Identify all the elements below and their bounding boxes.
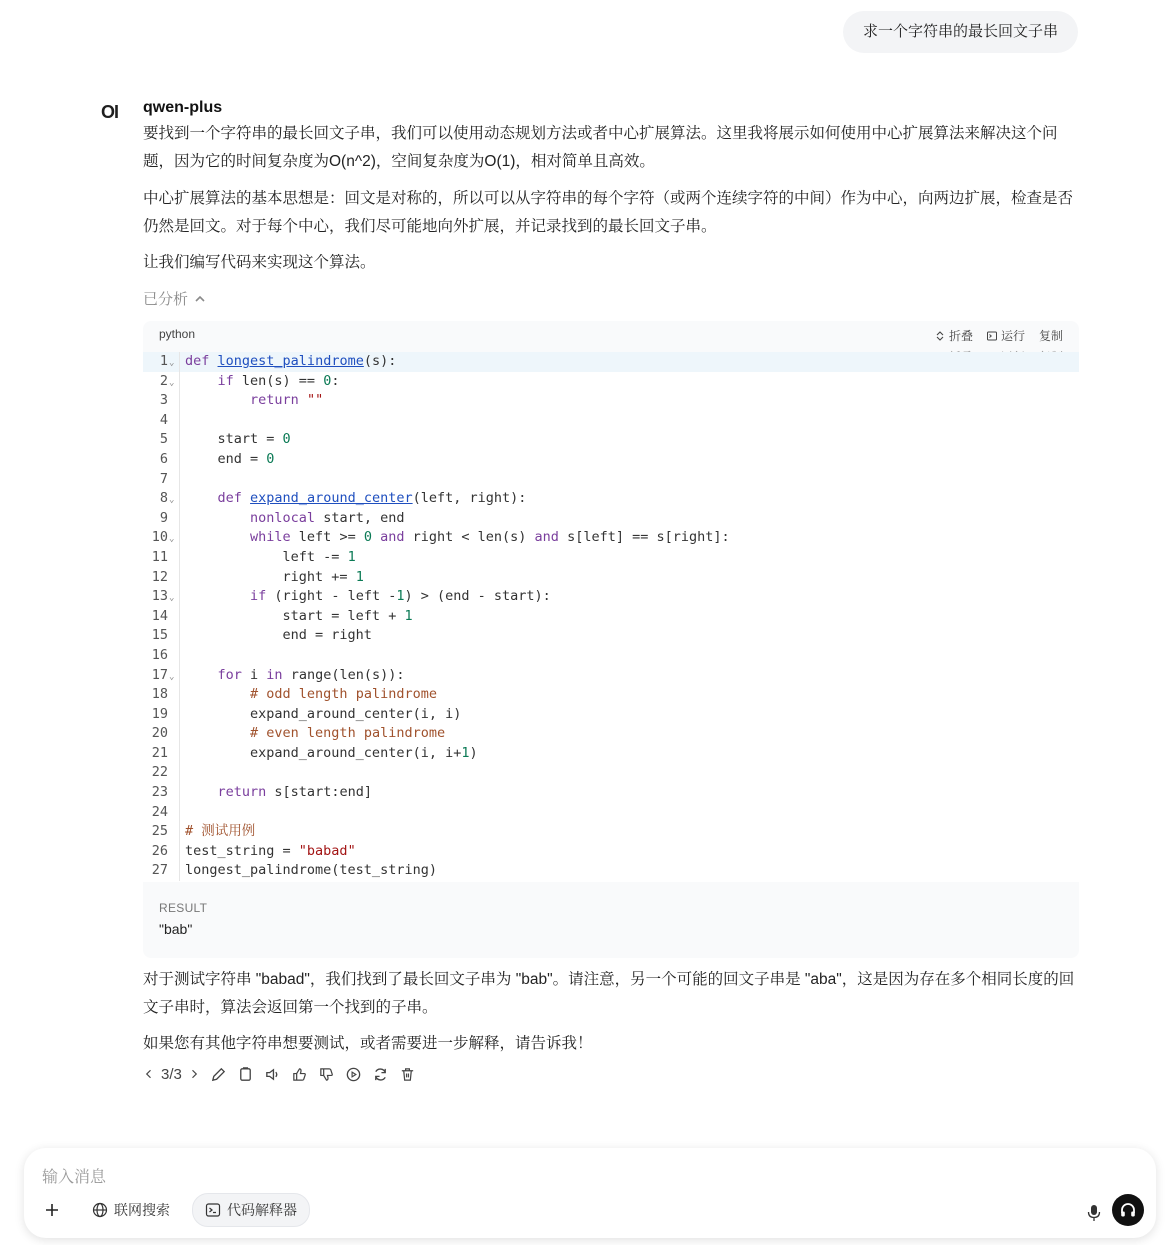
code-text: expand_around_center(i, i+1) xyxy=(185,744,478,761)
speaker-icon[interactable] xyxy=(264,1066,281,1083)
assistant-paragraph-1: 要找到一个字符串的最长回文子串，我们可以使用动态规划方法或者中心扩展算法。这里我将展示如何使用中心扩展算法来解决这个问题，因为它的时间复杂度为O(n^2)，空间复杂度为O(1)，相对简单且高效。 xyxy=(143,125,1058,170)
code-line xyxy=(143,528,1079,548)
copy-icon[interactable] xyxy=(237,1066,254,1083)
line-number: 1⌄ xyxy=(143,352,180,372)
copy-button[interactable] xyxy=(1039,327,1063,344)
fold-icon xyxy=(935,331,945,341)
fold-chevron-icon[interactable]: ⌄ xyxy=(169,534,175,545)
line-number: 27 xyxy=(143,861,180,881)
code-line xyxy=(143,861,1079,881)
assistant-paragraph-2: 中心扩展算法的基本思想是：回文是对称的，所以可以从字符串的每个字符（或两个连续字符的中间）作为中心，向两边扩展，检查是否仍然是回文。对于每个中心，我们尽可能地向外扩展，并记录找到的最长回文子串。 xyxy=(143,190,1074,235)
code-line xyxy=(143,685,1079,705)
code-text: end = 0 xyxy=(185,450,275,467)
code-text: # odd length palindrome xyxy=(250,686,437,703)
line-number: 10⌄ xyxy=(143,528,180,548)
voice-chat-button[interactable] xyxy=(1112,1194,1144,1226)
mic-icon xyxy=(1086,1204,1102,1222)
code-line xyxy=(143,724,1079,744)
terminal-icon xyxy=(205,1202,221,1218)
run-label: 运行 xyxy=(1000,329,1025,343)
code-block xyxy=(143,321,1079,958)
line-number: 2⌄ xyxy=(143,372,180,392)
code-line xyxy=(143,470,1079,490)
assistant-paragraph-5: 如果您有其他字符串想要测试，或者需要进一步解释，请告诉我！ xyxy=(143,1035,593,1052)
code-text: expand_around_center(i, i) xyxy=(185,705,462,722)
fold-chevron-icon[interactable]: ⌄ xyxy=(169,358,175,368)
code-text: while left >= 0 and right < len(s) and s[left] == s[right]: xyxy=(250,529,730,546)
code-interpreter-toggle[interactable] xyxy=(192,1193,310,1227)
copy-label: 复制 xyxy=(1038,329,1063,343)
code-line xyxy=(143,430,1079,450)
message-composer xyxy=(24,1148,1156,1238)
code-text: for i in range(len(s)): xyxy=(217,666,405,683)
line-number: 13⌄ xyxy=(143,587,180,607)
line-number: 21 xyxy=(143,744,180,764)
code-line xyxy=(143,607,1079,627)
fold-chevron-icon[interactable]: ⌄ xyxy=(169,593,175,604)
pager-label: 3/3 xyxy=(161,1065,182,1083)
code-text: longest_palindrome(test_string) xyxy=(185,862,437,879)
code-text: return s[start:end] xyxy=(217,784,372,801)
code-text: nonlocal start, end xyxy=(250,509,405,526)
code-text: def longest_palindrome(s): xyxy=(185,353,397,369)
code-text: right += 1 xyxy=(185,568,364,585)
line-number: 22 xyxy=(143,763,180,783)
code-text: return "" xyxy=(250,392,324,409)
line-number: 19 xyxy=(143,705,180,725)
line-number: 25 xyxy=(143,822,180,842)
code-line xyxy=(143,372,1079,392)
code-line xyxy=(143,450,1079,470)
code-line xyxy=(143,803,1079,823)
fold-chevron-icon[interactable]: ⌄ xyxy=(169,495,175,506)
chevron-right-icon[interactable] xyxy=(188,1067,200,1081)
chevron-up-icon xyxy=(194,293,206,305)
line-number: 26 xyxy=(143,842,180,862)
line-number: 17⌄ xyxy=(143,666,180,686)
line-number: 23 xyxy=(143,783,180,803)
line-number: 9 xyxy=(143,509,180,529)
line-number: 18 xyxy=(143,685,180,705)
analyzed-label: 已分析 xyxy=(143,291,189,308)
code-line xyxy=(143,666,1079,686)
message-actions xyxy=(143,1062,416,1086)
chevron-left-icon[interactable] xyxy=(143,1067,155,1081)
fold-label: 折叠 xyxy=(948,329,973,343)
web-search-label: 联网搜索 xyxy=(114,1202,170,1218)
fold-chevron-icon[interactable]: ⌄ xyxy=(169,671,175,682)
edit-icon[interactable] xyxy=(210,1066,227,1083)
code-text: if (right - left -1) > (end - start): xyxy=(250,588,551,605)
code-line xyxy=(143,587,1079,607)
run-icon xyxy=(987,331,997,341)
line-number: 4 xyxy=(143,411,180,431)
assistant-paragraph-3: 让我们编写代码来实现这个算法。 xyxy=(143,254,376,271)
fold-button[interactable] xyxy=(935,327,973,344)
code-result xyxy=(159,901,207,937)
code-line xyxy=(143,822,1079,842)
line-number: 3 xyxy=(143,391,180,411)
code-line xyxy=(143,411,1079,431)
code-line xyxy=(143,744,1079,764)
line-number: 20 xyxy=(143,724,180,744)
message-input[interactable]: 输入消息 xyxy=(42,1169,107,1186)
plus-icon xyxy=(45,1203,59,1217)
code-line xyxy=(143,646,1079,666)
code-text: # even length palindrome xyxy=(250,725,446,742)
line-number: 16 xyxy=(143,646,180,666)
code-text: if len(s) == 0: xyxy=(217,372,340,389)
web-search-toggle[interactable] xyxy=(80,1194,182,1226)
code-text: end = right xyxy=(185,627,372,644)
code-interpreter-label: 代码解释器 xyxy=(227,1202,297,1218)
code-line xyxy=(143,391,1079,411)
regenerate-icon[interactable] xyxy=(372,1066,389,1083)
line-number: 12 xyxy=(143,568,180,588)
code-text: test_string = "babad" xyxy=(185,842,356,859)
code-line xyxy=(143,842,1079,862)
analyzed-toggle[interactable] xyxy=(143,288,206,309)
code-line xyxy=(143,626,1079,646)
code-line xyxy=(143,705,1079,725)
composer-toolbar xyxy=(42,1193,310,1227)
line-number: 14 xyxy=(143,607,180,627)
thumbs-down-icon[interactable] xyxy=(318,1066,335,1083)
user-message-bubble: 求一个字符串的最长回文子串 xyxy=(843,11,1078,53)
line-number: 5 xyxy=(143,430,180,450)
line-number: 8⌄ xyxy=(143,489,180,509)
model-name: qwen-plus xyxy=(143,99,223,116)
play-icon[interactable] xyxy=(345,1066,362,1083)
code-text: start = left + 1 xyxy=(185,607,413,624)
code-line xyxy=(143,352,1079,372)
line-number: 11 xyxy=(143,548,180,568)
code-line xyxy=(143,783,1079,803)
voice-input-button[interactable] xyxy=(1086,1204,1102,1227)
code-editor[interactable] xyxy=(143,352,1079,882)
globe-icon xyxy=(92,1202,108,1218)
code-text: # 测试用例 xyxy=(185,823,256,840)
code-line xyxy=(143,763,1079,783)
model-logo: OI xyxy=(101,102,119,122)
assistant-paragraph-4: 对于测试字符串 "babad"，我们找到了最长回文子串为 "bab"。请注意，另一个可能的回文子串是 "aba"，这是因为存在多个相同长度的回文子串时，算法会返回第一个找到的子串。 xyxy=(143,971,1075,1016)
code-text: start = 0 xyxy=(185,431,291,448)
line-number: 7 xyxy=(143,470,180,490)
line-number: 6 xyxy=(143,450,180,470)
headphones-icon xyxy=(1119,1201,1137,1219)
code-language-label: python xyxy=(159,327,196,341)
code-line xyxy=(143,548,1079,568)
line-number: 24 xyxy=(143,803,180,823)
trash-icon[interactable] xyxy=(399,1066,416,1083)
code-text: def expand_around_center(left, right): xyxy=(217,490,527,507)
code-line xyxy=(143,509,1079,529)
code-line xyxy=(143,568,1079,588)
fold-chevron-icon[interactable]: ⌄ xyxy=(169,377,175,388)
code-line xyxy=(143,489,1079,509)
code-text: left -= 1 xyxy=(185,548,356,565)
code-toolbar xyxy=(935,327,1063,344)
thumbs-up-icon[interactable] xyxy=(291,1066,308,1083)
run-button[interactable] xyxy=(987,327,1025,344)
response-pager xyxy=(143,1066,200,1083)
result-value: "bab" xyxy=(159,921,193,937)
result-label: RESULT xyxy=(159,901,208,915)
line-number: 15 xyxy=(143,626,180,646)
add-attachment-button[interactable] xyxy=(42,1200,62,1220)
